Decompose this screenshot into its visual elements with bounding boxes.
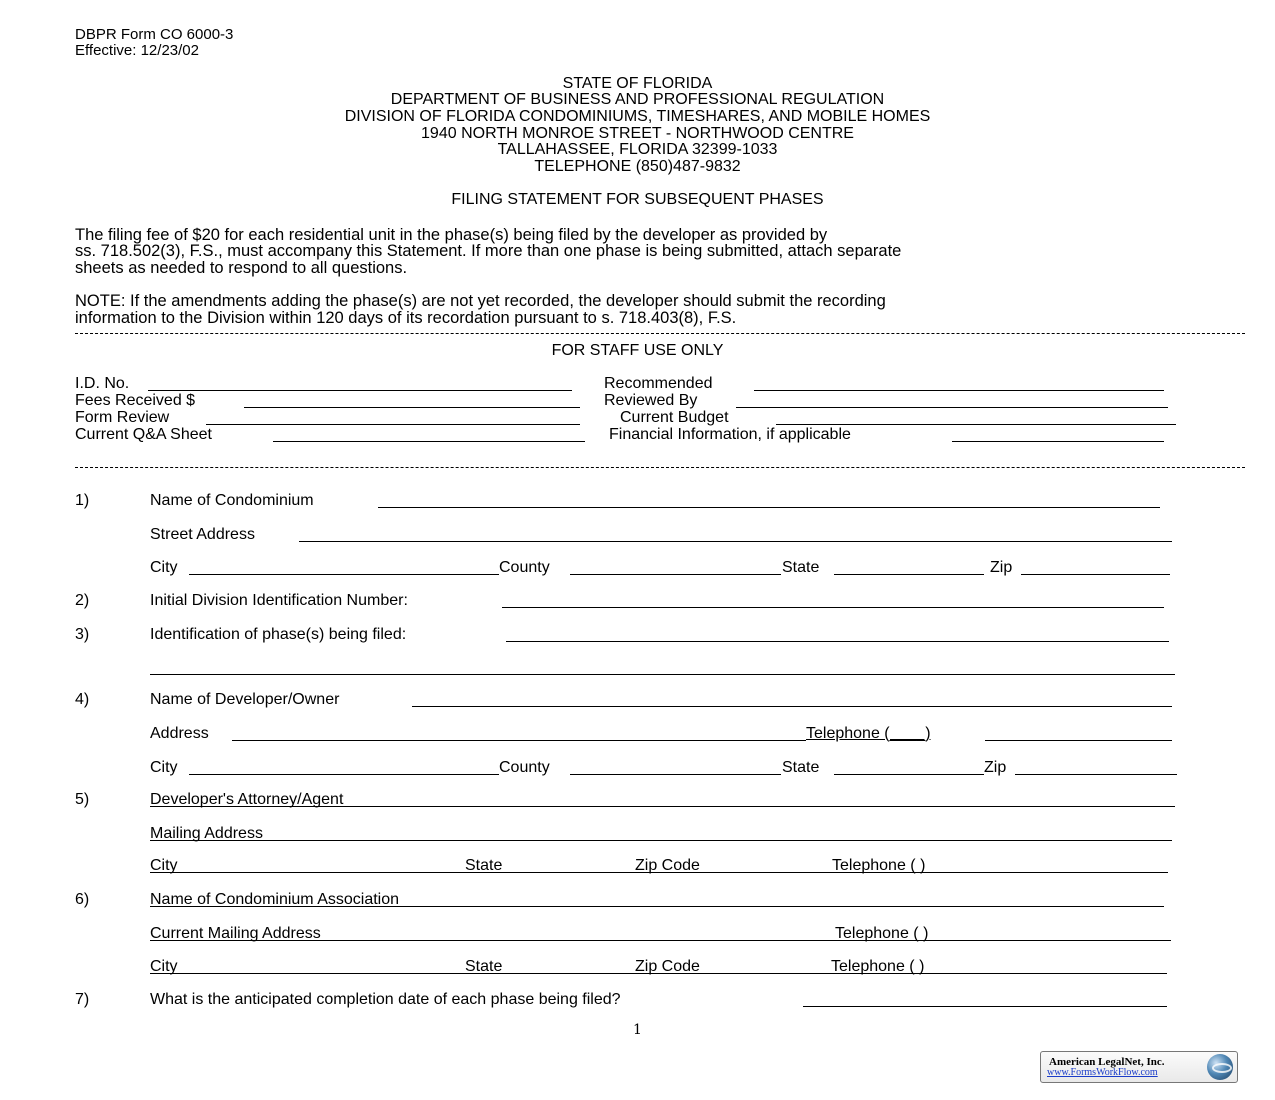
q1-name-field[interactable] (378, 507, 1160, 508)
q5-city-state-zip-phone-field[interactable] (150, 872, 1168, 873)
header-department: DEPARTMENT OF BUSINESS AND PROFESSIONAL REGULATION (390, 91, 885, 108)
q1-street-label: Street Address (150, 526, 255, 543)
q1-street-field[interactable] (299, 541, 1172, 542)
q5-telephone-label: Telephone ( ) (832, 857, 926, 874)
q3-field-continued[interactable] (150, 674, 1175, 675)
q5-attorney-field[interactable] (150, 806, 1175, 807)
q6-mailing-label: Current Mailing Address (150, 925, 321, 942)
q6-telephone-label: Telephone ( ) (835, 925, 929, 942)
note-line-1: NOTE: If the amendments adding the phase(s) are not yet recorded, the developer should submit the recording (75, 292, 886, 310)
staff-id-field[interactable] (148, 390, 572, 391)
q6-city-state-zip-phone-field[interactable] (150, 973, 1167, 974)
q6-mailing-field[interactable] (150, 940, 1171, 941)
intro-line-1: The filing fee of $20 for each residential unit in the phase(s) being filed by the developer as provided by (75, 226, 828, 244)
staff-qa-field[interactable] (273, 441, 585, 442)
q1-county-label: County (499, 559, 550, 576)
page-title: FILING STATEMENT FOR SUBSEQUENT PHASES (451, 191, 824, 208)
q1-name-label: Name of Condominium (150, 492, 314, 509)
q1-state-label: State (782, 559, 820, 576)
staff-recommended-field[interactable] (754, 390, 1164, 391)
intro-line-3: sheets as needed to respond to all questions. (75, 259, 408, 277)
page-number: 1 (633, 1022, 642, 1038)
q4-zip-label: Zip (984, 759, 1007, 776)
badge-company-name: American LegalNet, Inc. (1049, 1056, 1165, 1068)
q2-number: 2) (75, 592, 90, 609)
divider-bottom (75, 467, 1245, 468)
q4-county-label: County (499, 759, 550, 776)
q5-mailing-label: Mailing Address (150, 825, 263, 842)
q4-address-field[interactable] (232, 740, 806, 741)
intro-line-2: ss. 718.502(3), F.S., must accompany this Statement. If more than one phase is being submitted, attach separate (75, 242, 902, 260)
q4-county-field[interactable] (570, 774, 781, 775)
q4-telephone-label: Telephone (____) (806, 725, 931, 742)
q6-zip-label: Zip Code (635, 958, 700, 975)
staff-budget-field[interactable] (776, 424, 1176, 425)
q6-city-label: City (150, 958, 178, 975)
q7-number: 7) (75, 991, 90, 1008)
q6-association-label: Name of Condominium Association (150, 891, 400, 908)
q5-state-label: State (465, 857, 503, 874)
q7-field[interactable] (803, 1006, 1167, 1007)
q5-attorney-label: Developer's Attorney/Agent (150, 791, 344, 808)
q1-zip-label: Zip (990, 559, 1013, 576)
q1-county-field[interactable] (570, 574, 781, 575)
q4-address-label: Address (150, 725, 209, 742)
q3-label: Identification of phase(s) being filed: (150, 626, 407, 643)
q6-number: 6) (75, 891, 90, 908)
staff-recommended-label: Recommended (604, 375, 713, 392)
q6-association-field[interactable] (150, 906, 1164, 907)
q3-number: 3) (75, 626, 90, 643)
q1-zip-field[interactable] (1021, 574, 1170, 575)
staff-fees-field[interactable] (244, 407, 580, 408)
effective-date: Effective: 12/23/02 (75, 42, 199, 59)
staff-reviewed-label: Reviewed By (604, 392, 698, 409)
q5-zip-label: Zip Code (635, 857, 700, 874)
staff-financial-label: Financial Information, if applicable (609, 426, 851, 443)
staff-reviewed-field[interactable] (736, 407, 1168, 408)
staff-fees-label: Fees Received $ (75, 392, 196, 409)
q4-city-field[interactable] (189, 774, 499, 775)
q4-state-label: State (782, 759, 820, 776)
staff-form-review-label: Form Review (75, 409, 170, 426)
staff-form-review-field[interactable] (206, 424, 580, 425)
q5-mailing-field[interactable] (150, 840, 1172, 841)
q2-field[interactable] (502, 607, 1164, 608)
staff-financial-field[interactable] (952, 441, 1164, 442)
q4-telephone-field[interactable] (985, 740, 1172, 741)
staff-heading: FOR STAFF USE ONLY (551, 342, 724, 359)
q5-number: 5) (75, 791, 90, 808)
form-id: DBPR Form CO 6000-3 (75, 26, 234, 43)
q4-number: 4) (75, 691, 90, 708)
header-division: DIVISION OF FLORIDA CONDOMINIUMS, TIMESHARES, AND MOBILE HOMES (344, 108, 931, 125)
q4-name-field[interactable] (412, 706, 1172, 707)
american-legalnet-badge[interactable] (1040, 1051, 1238, 1083)
q1-city-field[interactable] (189, 574, 499, 575)
q6-telephone2-label: Telephone ( ) (831, 958, 925, 975)
divider-top (75, 333, 1245, 334)
staff-id-label: I.D. No. (75, 375, 130, 392)
header-city: TALLAHASSEE, FLORIDA 32399-1033 (497, 141, 778, 158)
staff-budget-label: Current Budget (620, 409, 729, 426)
q1-state-field[interactable] (834, 574, 984, 575)
header-state: STATE OF FLORIDA (562, 75, 713, 92)
q4-zip-field[interactable] (1015, 774, 1177, 775)
q1-city-label: City (150, 559, 178, 576)
header-street: 1940 NORTH MONROE STREET - NORTHWOOD CENTRE (421, 125, 854, 142)
header-telephone: TELEPHONE (850)487-9832 (534, 158, 741, 175)
q1-number: 1) (75, 492, 90, 509)
q7-label: What is the anticipated completion date of each phase being filed? (150, 991, 621, 1008)
globe-icon (1207, 1054, 1233, 1080)
staff-qa-label: Current Q&A Sheet (75, 426, 212, 443)
q4-name-label: Name of Developer/Owner (150, 691, 340, 708)
q3-field[interactable] (506, 641, 1169, 642)
q5-city-label: City (150, 857, 178, 874)
q4-city-label: City (150, 759, 178, 776)
q6-state-label: State (465, 958, 503, 975)
note-line-2: information to the Division within 120 days of its recordation pursuant to s. 718.403(8), F.S. (75, 309, 737, 327)
q2-label: Initial Division Identification Number: (150, 592, 408, 609)
badge-url-link[interactable]: www.FormsWorkFlow.com (1047, 1067, 1158, 1078)
q4-state-field[interactable] (834, 774, 984, 775)
